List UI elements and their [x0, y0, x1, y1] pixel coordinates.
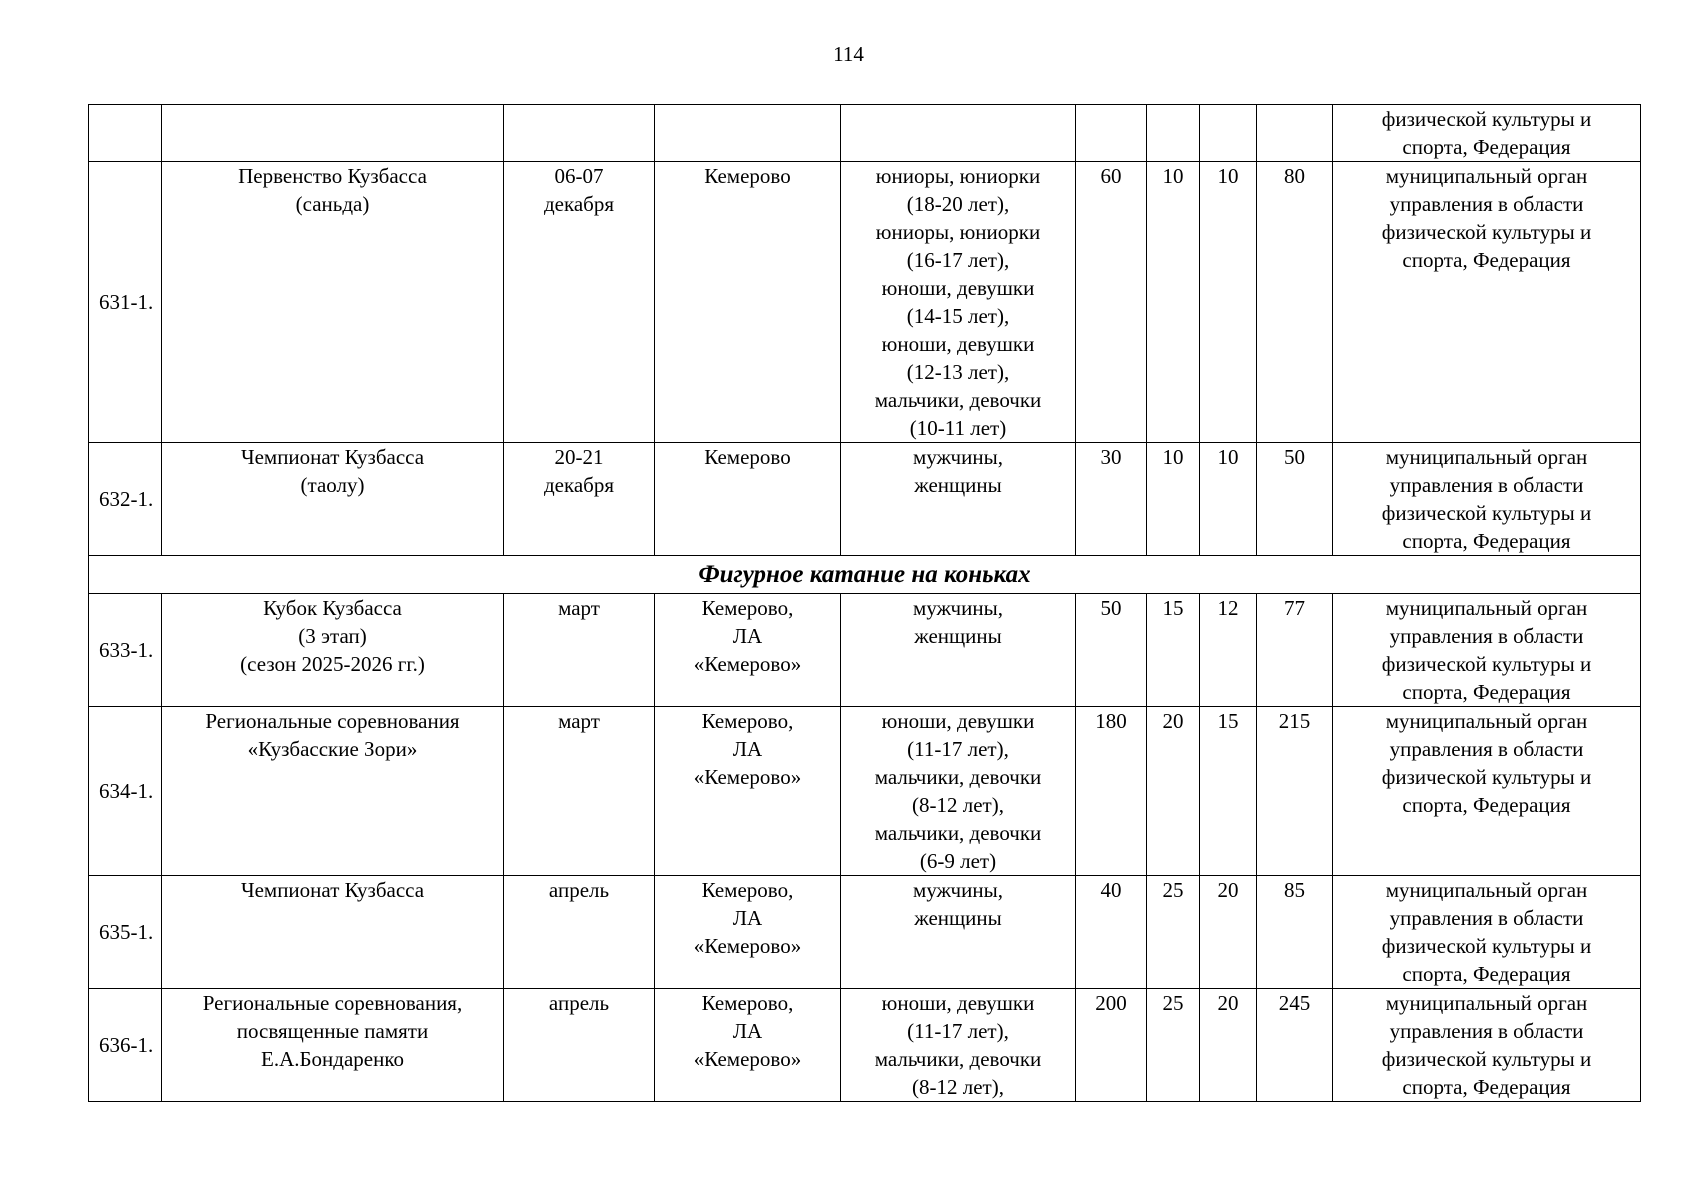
count-1-cell: 40	[1076, 876, 1147, 989]
event-organizer-line: муниципальный орган	[1385, 596, 1588, 620]
event-participants-line: юниоры, юниорки	[875, 164, 1041, 188]
event-organizer-cell	[1333, 594, 1641, 707]
event-organizer-line: муниципальный орган	[1385, 878, 1588, 902]
event-participants-line: мальчики, девочки	[874, 388, 1042, 412]
table-row	[89, 594, 1641, 707]
event-dates-line: декабря	[543, 473, 615, 497]
event-place-cell	[655, 707, 841, 876]
event-dates-line: 06-07	[554, 164, 604, 188]
event-name-cell	[162, 105, 504, 162]
table-section	[89, 556, 1641, 594]
row-number-cell	[89, 105, 162, 162]
page-number: 114	[833, 42, 864, 66]
event-participants-line: женщины	[914, 906, 1002, 930]
event-dates-cell	[504, 105, 655, 162]
count-1-cell: 200	[1076, 989, 1147, 1102]
event-dates-cell	[504, 162, 655, 443]
event-dates-line: декабря	[543, 192, 615, 216]
table-row	[89, 876, 1641, 989]
event-participants-line: (8-12 лет),	[912, 793, 1004, 817]
count-3-cell: 20	[1200, 989, 1257, 1102]
count-3-cell: 10	[1200, 162, 1257, 443]
count-3-cell: 10	[1200, 443, 1257, 556]
event-name-line: Региональные соревнования,	[202, 991, 463, 1015]
count-3-cell: 15	[1200, 707, 1257, 876]
event-organizer-line: физической культуры и	[1381, 652, 1592, 676]
count-2-cell: 15	[1147, 594, 1200, 707]
events-table	[88, 104, 1641, 1102]
event-organizer-line: физической культуры и	[1381, 1047, 1592, 1071]
section-title: Фигурное катание на коньках	[89, 556, 1641, 594]
event-organizer-cell	[1333, 989, 1641, 1102]
event-place-line: «Кемерово»	[693, 652, 802, 676]
event-dates-line: март	[558, 596, 600, 620]
event-place-cell	[655, 162, 841, 443]
event-organizer-cell	[1333, 876, 1641, 989]
event-dates-line: апрель	[548, 991, 610, 1015]
event-participants-line: женщины	[914, 624, 1002, 648]
event-participants-line: (10-11 лет)	[909, 416, 1007, 440]
table-row	[89, 707, 1641, 876]
event-participants-line: (12-13 лет),	[906, 360, 1010, 384]
event-organizer-line: физической культуры и	[1381, 220, 1592, 244]
event-participants-line: мальчики, девочки	[874, 1047, 1042, 1071]
event-participants-line: женщины	[914, 473, 1002, 497]
event-participants-line: (16-17 лет),	[906, 248, 1010, 272]
event-place-line: Кемерово,	[701, 709, 794, 733]
event-name-line: «Кузбасские Зори»	[247, 737, 418, 761]
count-2-cell: 10	[1147, 443, 1200, 556]
event-participants-line: (6-9 лет)	[919, 849, 997, 873]
event-organizer-line: спорта, Федерация	[1402, 680, 1571, 704]
count-1-cell	[1076, 105, 1147, 162]
event-participants-line: юноши, девушки	[881, 709, 1035, 733]
event-organizer-line: управления в области	[1389, 1019, 1584, 1043]
count-2-cell	[1147, 105, 1200, 162]
event-organizer-line: спорта, Федерация	[1402, 1075, 1571, 1099]
count-total-cell: 80	[1257, 162, 1333, 443]
event-participants-line: (18-20 лет),	[906, 192, 1010, 216]
event-organizer-line: физической культуры и	[1381, 934, 1592, 958]
event-place-line: «Кемерово»	[693, 934, 802, 958]
event-place-cell	[655, 989, 841, 1102]
event-name-cell	[162, 707, 504, 876]
count-total-cell: 85	[1257, 876, 1333, 989]
event-participants-line: юноши, девушки	[881, 276, 1035, 300]
event-organizer-line: управления в области	[1389, 192, 1584, 216]
event-name-line: (саньда)	[295, 192, 370, 216]
count-total-cell	[1257, 105, 1333, 162]
event-participants-line: мальчики, девочки	[874, 821, 1042, 845]
event-participants-line: мужчины,	[913, 445, 1003, 469]
count-1-cell: 30	[1076, 443, 1147, 556]
count-total-cell: 215	[1257, 707, 1333, 876]
event-organizer-line: спорта, Федерация	[1402, 962, 1571, 986]
event-name-line: Чемпионат Кузбасса	[240, 878, 425, 902]
event-participants-line: юноши, девушки	[881, 991, 1035, 1015]
count-2-cell: 25	[1147, 876, 1200, 989]
event-place-line: ЛА	[732, 1019, 763, 1043]
event-participants-line: (14-15 лет),	[906, 304, 1010, 328]
event-name-line: (таолу)	[300, 473, 365, 497]
event-organizer-line: спорта, Федерация	[1402, 135, 1571, 159]
event-place-line: Кемерово	[704, 445, 791, 469]
count-2-cell: 25	[1147, 989, 1200, 1102]
event-dates-cell	[504, 594, 655, 707]
event-participants-cell	[841, 162, 1076, 443]
count-total-cell: 77	[1257, 594, 1333, 707]
event-place-cell	[655, 876, 841, 989]
event-dates-cell	[504, 707, 655, 876]
event-place-line: ЛА	[732, 906, 763, 930]
event-organizer-line: управления в области	[1389, 473, 1584, 497]
event-organizer-line: муниципальный орган	[1385, 445, 1588, 469]
event-organizer-line: физической культуры и	[1381, 501, 1592, 525]
event-participants-line: мужчины,	[913, 596, 1003, 620]
table-row	[89, 989, 1641, 1102]
event-name-line: Е.А.Бондаренко	[261, 1047, 404, 1071]
event-name-cell	[162, 443, 504, 556]
event-place-cell	[655, 443, 841, 556]
event-participants-cell	[841, 989, 1076, 1102]
section-row	[89, 556, 1641, 594]
event-participants-line: мальчики, девочки	[874, 765, 1042, 789]
event-name-cell	[162, 989, 504, 1102]
count-2-cell: 20	[1147, 707, 1200, 876]
count-1-cell: 50	[1076, 594, 1147, 707]
event-dates-cell	[504, 989, 655, 1102]
event-name-line: Региональные соревнования	[205, 709, 460, 733]
row-number-cell: 635-1.	[89, 876, 162, 989]
event-dates-cell	[504, 876, 655, 989]
event-participants-line: юниоры, юниорки	[875, 220, 1041, 244]
event-name-line: (сезон 2025-2026 гг.)	[240, 652, 425, 676]
event-participants-line: мужчины,	[913, 878, 1003, 902]
event-organizer-line: управления в области	[1389, 737, 1584, 761]
event-place-line: Кемерово,	[701, 991, 794, 1015]
event-organizer-line: управления в области	[1389, 624, 1584, 648]
event-name-cell	[162, 594, 504, 707]
event-organizer-cell	[1333, 707, 1641, 876]
event-place-line: Кемерово,	[701, 878, 794, 902]
count-total-cell: 50	[1257, 443, 1333, 556]
event-dates-line: апрель	[548, 878, 610, 902]
event-name-line: посвященные памяти	[236, 1019, 429, 1043]
table-row	[89, 105, 1641, 162]
event-name-line: Первенство Кузбасса	[238, 164, 427, 188]
event-place-cell	[655, 594, 841, 707]
event-organizer-cell	[1333, 105, 1641, 162]
event-organizer-cell	[1333, 443, 1641, 556]
count-1-cell: 60	[1076, 162, 1147, 443]
event-participants-line: (11-17 лет),	[907, 737, 1009, 761]
event-organizer-line: спорта, Федерация	[1402, 793, 1571, 817]
event-dates-line: 20-21	[554, 445, 604, 469]
event-name-line: Чемпионат Кузбасса	[240, 445, 425, 469]
event-dates-line: март	[558, 709, 600, 733]
event-participants-line: (11-17 лет),	[907, 1019, 1009, 1043]
event-name-line: Кубок Кузбасса	[263, 596, 402, 620]
event-place-line: «Кемерово»	[693, 1047, 802, 1071]
event-participants-cell	[841, 105, 1076, 162]
event-participants-cell	[841, 707, 1076, 876]
count-3-cell: 20	[1200, 876, 1257, 989]
count-total-cell: 245	[1257, 989, 1333, 1102]
event-place-line: ЛА	[732, 624, 763, 648]
event-organizer-line: спорта, Федерация	[1402, 529, 1571, 553]
event-name-cell	[162, 162, 504, 443]
event-participants-line: юноши, девушки	[881, 332, 1035, 356]
event-participants-line: (8-12 лет),	[912, 1075, 1004, 1099]
table-body-figure-skating	[89, 594, 1641, 1102]
event-place-line: ЛА	[732, 737, 763, 761]
row-number-cell: 636-1.	[89, 989, 162, 1102]
table-row	[89, 162, 1641, 443]
event-place-cell	[655, 105, 841, 162]
event-organizer-line: муниципальный орган	[1385, 991, 1588, 1015]
event-organizer-line: физической культуры и	[1381, 765, 1592, 789]
event-name-line: (3 этап)	[298, 624, 367, 648]
event-organizer-line: муниципальный орган	[1385, 164, 1588, 188]
event-place-line: «Кемерово»	[693, 765, 802, 789]
event-participants-cell	[841, 594, 1076, 707]
event-participants-cell	[841, 876, 1076, 989]
event-participants-cell	[841, 443, 1076, 556]
event-name-cell	[162, 876, 504, 989]
count-2-cell: 10	[1147, 162, 1200, 443]
event-organizer-line: спорта, Федерация	[1402, 248, 1571, 272]
row-number-cell: 633-1.	[89, 594, 162, 707]
row-number-cell: 631-1.	[89, 162, 162, 443]
table-row	[89, 443, 1641, 556]
event-organizer-cell	[1333, 162, 1641, 443]
event-organizer-line: физической культуры и	[1381, 107, 1592, 131]
event-place-line: Кемерово	[704, 164, 791, 188]
row-number-cell: 634-1.	[89, 707, 162, 876]
row-number-cell: 632-1.	[89, 443, 162, 556]
event-organizer-line: управления в области	[1389, 906, 1584, 930]
count-3-cell: 12	[1200, 594, 1257, 707]
event-dates-cell	[504, 443, 655, 556]
event-organizer-line: муниципальный орган	[1385, 709, 1588, 733]
table-body-wushu	[89, 105, 1641, 556]
event-place-line: Кемерово,	[701, 596, 794, 620]
count-3-cell	[1200, 105, 1257, 162]
count-1-cell: 180	[1076, 707, 1147, 876]
